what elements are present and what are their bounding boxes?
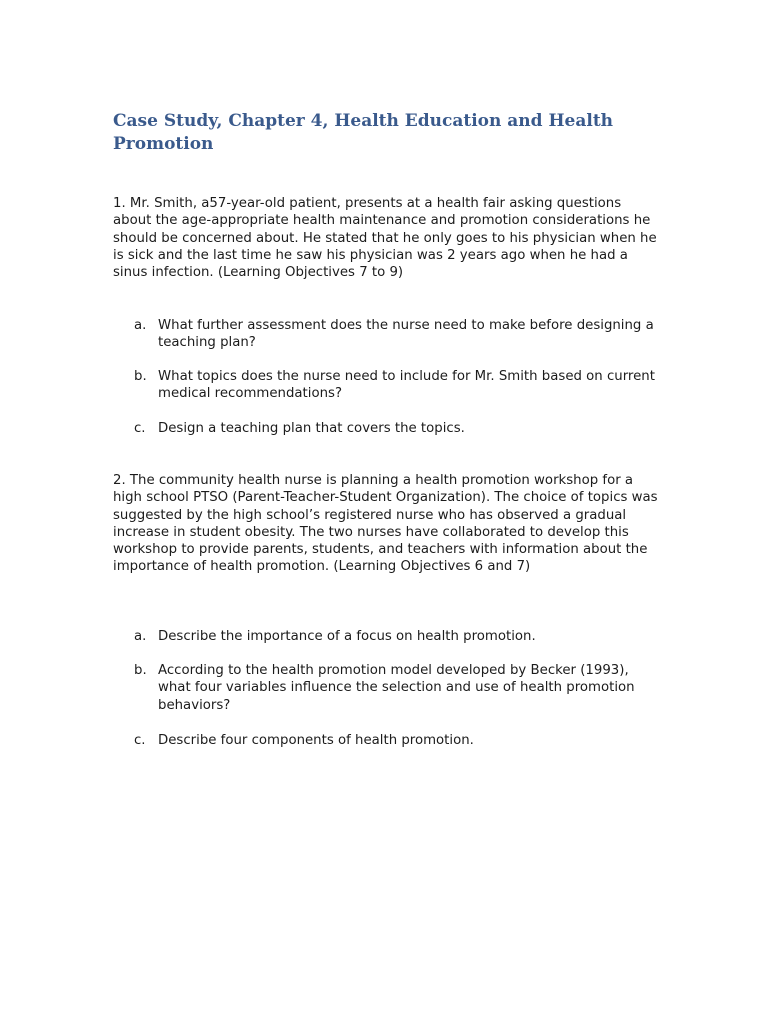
list-item-text: Describe four components of health promotion. xyxy=(158,733,474,748)
question-2-item-c xyxy=(134,732,664,749)
list-item-text: Describe the importance of a focus on health promotion. xyxy=(158,629,536,644)
list-marker: c. xyxy=(134,421,146,436)
list-marker: a. xyxy=(134,318,147,333)
list-item-text: What further assessment does the nurse need to make before designing a teaching plan? xyxy=(158,318,654,351)
list-marker: a. xyxy=(134,629,147,644)
question-1-text: 1. Mr. Smith, a57-year-old patient, presents at a health fair asking questions about the age-appropriate health maintenance and promotion considerations he should be concerned about. He stated that he only goes to his physician when he is sick and the last time he saw his physician was 2 years ago when he had a sinus infection. (Learning Objectives 7 to 9) xyxy=(113,196,657,281)
list-item-text: According to the health promotion model developed by Becker (1993), what four variables influence the selection and use of health promotion behaviors? xyxy=(158,663,635,713)
document-title: Case Study, Chapter 4, Health Education and Health Promotion xyxy=(113,111,614,154)
list-marker: b. xyxy=(134,663,147,678)
list-marker: b. xyxy=(134,369,147,384)
question-2-item-b xyxy=(134,662,664,714)
list-item-text: Design a teaching plan that covers the topics. xyxy=(158,421,465,436)
list-marker: c. xyxy=(134,733,146,748)
question-1-item-a xyxy=(134,317,664,352)
question-1-item-c xyxy=(134,420,664,437)
question-1-item-b xyxy=(134,368,664,403)
question-2-item-a xyxy=(134,628,664,645)
list-item-text: What topics does the nurse need to include for Mr. Smith based on current medical recommendations? xyxy=(158,369,655,402)
question-2-text: 2. The community health nurse is planning a health promotion workshop for a high school PTSO (Parent-Teacher-Student Organization). The choice of topics was suggested by the high school’s registered nurse who has observed a gradual increase in student obesity. The two nurses have collaborated to develop this workshop to provide parents, students, and teachers with information about the importance of health promotion. (Learning Objectives 6 and 7) xyxy=(113,473,658,575)
